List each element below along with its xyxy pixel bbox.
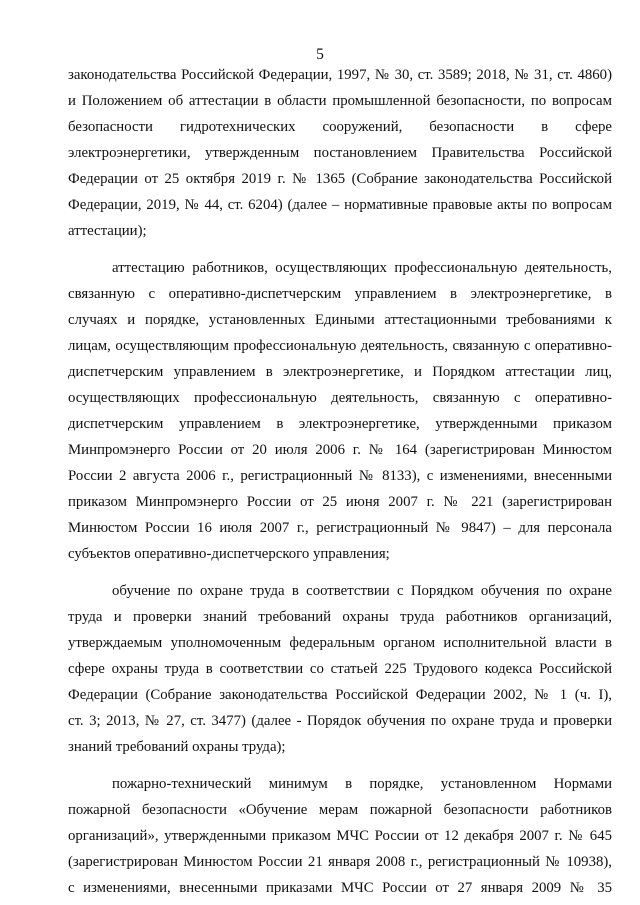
paragraph-fire-safety-minimum [68, 771, 612, 901]
text-line: (зарегистрирован Минюстом России 21 января 2008 г., регистрационный № 10938), [68, 854, 612, 870]
text-line: связанную с оперативно-диспетчерским управлением в электроэнергетике, в [68, 286, 612, 302]
document-body [68, 62, 612, 901]
text-line: Федерации от 25 октября 2019 г. № 1365 (Собрание законодательства Российской [68, 171, 612, 187]
text-line: Федерации (Собрание законодательства Российской Федерации 2002, № 1 (ч. I), [68, 687, 612, 703]
text-line: аттестации); [68, 223, 147, 239]
text-line: приказом Минпромэнерго России от 25 июня 2007 г. № 221 (зарегистрирован [68, 494, 612, 510]
paragraph-labor-safety-training [68, 578, 612, 760]
text-line: осуществляющих профессиональную деятельность, связанную с оперативно- [68, 390, 612, 406]
paragraph-attestation-continuation [68, 62, 612, 244]
text-line: Минюстом России 16 июля 2007 г., регистрационный № 9847) – для персонала [68, 520, 612, 536]
text-line: пожарной безопасности «Обучение мерам пожарной безопасности работников [68, 802, 612, 818]
text-line: безопасности гидротехнических сооружений, безопасности в сфере [68, 119, 612, 135]
text-line: труда и проверки знаний требований охраны труда работников организаций, [68, 609, 612, 625]
text-line: диспетчерским управлением в электроэнергетике, утвержденными приказом [68, 416, 612, 432]
text-line: России 2 августа 2006 г., регистрационный № 8133), с изменениями, внесенными [68, 468, 612, 484]
text-line: диспетчерским управлением в электроэнергетике, и Порядком аттестации лиц, [68, 364, 612, 380]
text-line: и Положением об аттестации в области промышленной безопасности, по вопросам [68, 93, 612, 109]
text-line: сфере охраны труда в соответствии со статьей 225 Трудового кодекса Российской [68, 661, 612, 677]
text-line: знаний требований охраны труда); [68, 739, 286, 755]
text-line: лицам, осуществляющим профессиональную деятельность, связанную с оперативно- [68, 338, 612, 354]
text-line: ст. 3; 2013, № 27, ст. 3477) (далее - Порядок обучения по охране труда и проверки [68, 713, 612, 729]
text-line: электроэнергетики, утвержденным постановлением Правительства Российской [68, 145, 612, 161]
text-line: с изменениями, внесенными приказами МЧС России от 27 января 2009 № 35 [68, 880, 612, 896]
text-line: обучение по охране труда в соответствии с Порядком обучения по охране [112, 583, 612, 599]
page-number: 5 [316, 46, 324, 63]
text-line: организаций», утвержденными приказом МЧС России от 12 декабря 2007 г. № 645 [68, 828, 612, 844]
text-line: случаях и порядке, установленных Едиными аттестационными требованиями к [68, 312, 612, 328]
text-line: пожарно-технический минимум в порядке, установленном Нормами [112, 776, 612, 792]
text-line: Минпромэнерго России от 20 июля 2006 г. № 164 (зарегистрирован Минюстом [68, 442, 612, 458]
text-line: субъектов оперативно-диспетчерского управления; [68, 546, 390, 562]
paragraph-dispatch-attestation [68, 255, 612, 567]
text-line: Федерации, 2019, № 44, ст. 6204) (далее – нормативные правовые акты по вопросам [68, 197, 612, 213]
text-line: утверждаемым уполномоченным федеральным органом исполнительной власти в [68, 635, 612, 651]
text-line: аттестацию работников, осуществляющих профессиональную деятельность, [112, 260, 612, 276]
text-line: законодательства Российской Федерации, 1997, № 30, ст. 3589; 2018, № 31, ст. 4860) [68, 67, 612, 83]
